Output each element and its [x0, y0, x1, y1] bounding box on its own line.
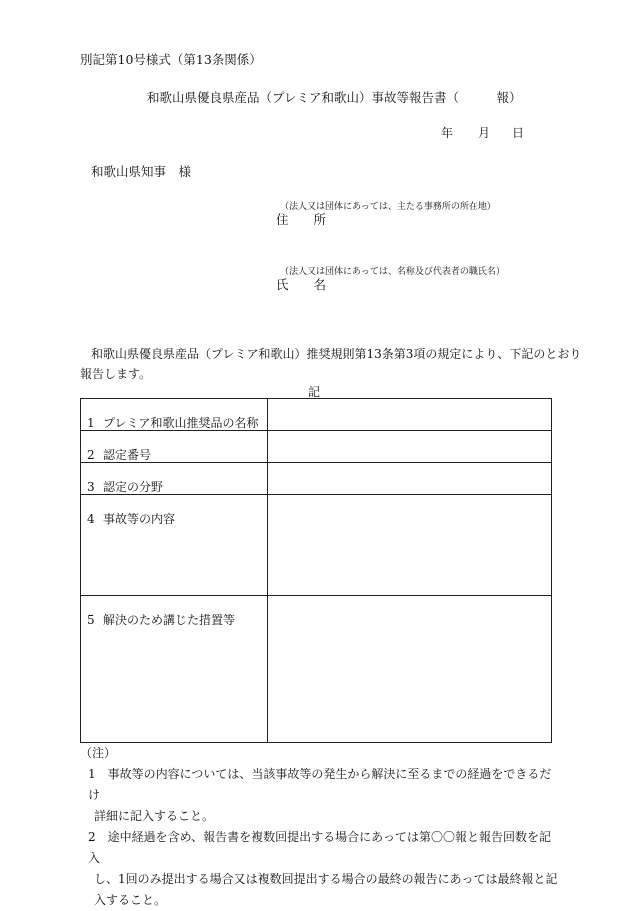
ki-heading: 記 [308, 385, 321, 399]
row-label-measures-taken [81, 596, 268, 743]
row-label-incident-details [81, 495, 268, 596]
note-1-line1: 1 事故等の内容については、当該事故等の発生から解決に至るまでの経過をできるだけ [88, 767, 552, 802]
incident-details-field[interactable] [268, 495, 552, 596]
row-number: 1 [87, 416, 95, 430]
date-day-label: 日 [512, 126, 525, 140]
address-note: （法人又は団体にあっては、主たる事務所の所在地） [280, 202, 496, 212]
row-label-text: 認定の分野 [103, 480, 164, 494]
row-label-certification-number [81, 431, 268, 463]
row-label-certification-field [81, 463, 268, 495]
name-label: 氏 名 [276, 277, 327, 292]
note-2-line3: 入すること。 [94, 893, 167, 907]
table-row [81, 463, 552, 495]
table-row [81, 495, 552, 596]
date-month-label: 月 [478, 126, 491, 140]
name-note: （法人又は団体にあっては、名称及び代表者の職氏名） [280, 267, 505, 277]
table-row [81, 431, 552, 463]
body-text-line2: 報告します。 [80, 367, 152, 381]
row-number: 5 [87, 613, 95, 627]
document-title: 和歌山県優良県産品（プレミア和歌山）事故等報告書（ 報） [147, 90, 522, 105]
row-label-text: プレミア和歌山推奨品の名称 [103, 416, 259, 430]
row-label-text: 解決のため講じた措置等 [103, 613, 236, 627]
notes-section [80, 743, 560, 911]
measures-taken-field[interactable] [268, 596, 552, 743]
table-row [81, 596, 552, 743]
report-table [80, 398, 552, 743]
note-2-line1: 2 途中経過を含め、報告書を複数回提出する場合にあっては第〇〇報と報告回数を記入 [88, 830, 552, 865]
address-label: 住 所 [276, 212, 327, 227]
form-reference: 別記第10号様式（第13条関係） [80, 52, 262, 67]
row-number: 4 [87, 512, 95, 526]
date-year-label: 年 [441, 126, 454, 140]
row-number: 2 [87, 448, 95, 462]
table-row [81, 399, 552, 431]
notes-heading: （注） [80, 746, 117, 760]
row-number: 3 [87, 480, 95, 494]
note-1-line2: 詳細に記入すること。 [94, 809, 215, 823]
addressee: 和歌山県知事 様 [91, 164, 192, 179]
row-label-text: 事故等の内容 [103, 512, 176, 526]
note-2-line2: し、1回のみ提出する場合又は複数回提出する場合の最終の報告にあっては最終報と記 [94, 872, 558, 886]
certification-field-field[interactable] [268, 463, 552, 495]
row-label-product-name [81, 399, 268, 431]
row-label-text: 認定番号 [103, 448, 152, 462]
body-text-line1: 和歌山県優良県産品（プレミア和歌山）推奨規則第13条第3項の規定により、下記のとおり [91, 347, 582, 361]
certification-number-field[interactable] [268, 431, 552, 463]
product-name-field[interactable] [268, 399, 552, 431]
